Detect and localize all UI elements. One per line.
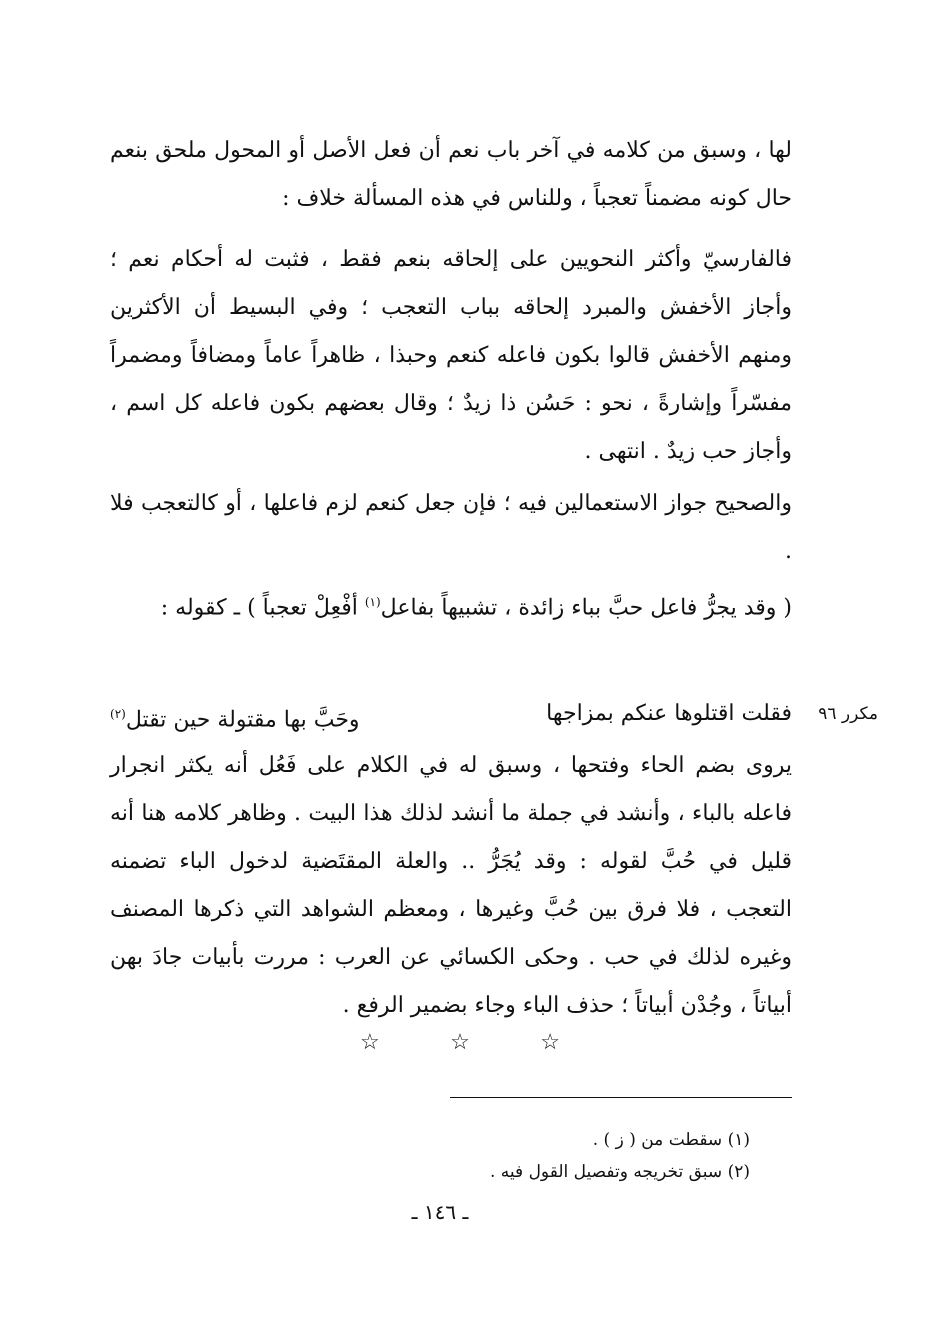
section-separator [360,1030,560,1055]
footnote-divider [450,1097,792,1098]
page-number: ـ ١٤٦ ـ [411,1200,469,1224]
star-icon: ☆ [540,1030,560,1055]
paragraph-4-text-a: ( وقد يجرُّ فاعل حبَّ بباء زائدة ، تشبيهاً بفاعل [380,595,792,621]
poem-hemistich-1: فقلت اقتلوها عنكم بمزاجها [546,701,792,726]
footnotes [450,1124,750,1188]
paragraph-5: يروى بضم الحاء وفتحها ، وسبق له في الكلام على فَعُل أنه يكثر انجرار فاعله بالباء ، وأنشد في جملة ما أنشد لذلك هذا البيت . وظاهر كلامه هنا أنه قليل في حُبَّ لقوله : وقد يُجَرُّ .. والعلة المقتَضية لدخول الباء تضمنه التعجب ، فلا فرق بين حُبَّ وغيرها ، ومعظم الشواهد التي ذكرها المصنف وغيره لذلك في حب . وحكى الكسائي عن العرب : مررت بأبيات جادَ بهن أبياتاً ، وجُدْن أبياتاً ؛ حذف الباء وجاء بضمير الرفع . [110,753,792,1018]
footnote-2: (٢) سبق تخريجه وتفصيل القول فيه . [490,1162,750,1182]
paragraph-3: والصحيح جواز الاستعمالين فيه ؛ فإن جعل كنعم لزم فاعلها ، أو كالتعجب فلا . [110,491,792,564]
margin-note: مكرر ٩٦ [818,704,878,724]
footnote-marker-2: (٢) [110,707,126,721]
footnote-1: (١) سقطت من ( ز ) . [592,1130,750,1150]
paragraph-2: فالفارسيّ وأكثر النحويين على إلحاقه بنعم فقط ، فثبت له أحكام نعم ؛ وأجاز الأخفش والمبرد إلحاقه بباب التعجب ؛ وفي البسيط أن الأكثرين ومنهم الأخفش قالوا بكون فاعله كنعم وحبذا ، ظاهراً عاماً ومضافاً ومضمراً مفسّراً وإشارةً ، نحو : حَسُن ذا زيدٌ ؛ وقال بعضهم بكون فاعله كل اسم ، وأجاز حب زيدٌ . انتهى . [110,247,792,464]
poem-verse [110,690,792,744]
paragraph-4-text-b: أفْعِلْ تعجباً ) ـ كقوله : [160,595,365,621]
star-icon: ☆ [360,1030,380,1055]
poem-hemistich-2-wrap [110,690,360,744]
paragraph-1: لها ، وسبق من كلامه في آخر باب نعم أن فعل الأصل أو المحول ملحق بنعم حال كونه مضمناً تعجباً ، وللناس في هذه المسألة خلاف : [110,138,792,211]
poem-hemistich-2: وحَبَّ بها مقتولة حين تقتل [125,707,360,733]
star-icon: ☆ [450,1030,470,1055]
paragraph-4 [110,578,792,632]
footnote-marker-1: (١) [364,595,381,609]
